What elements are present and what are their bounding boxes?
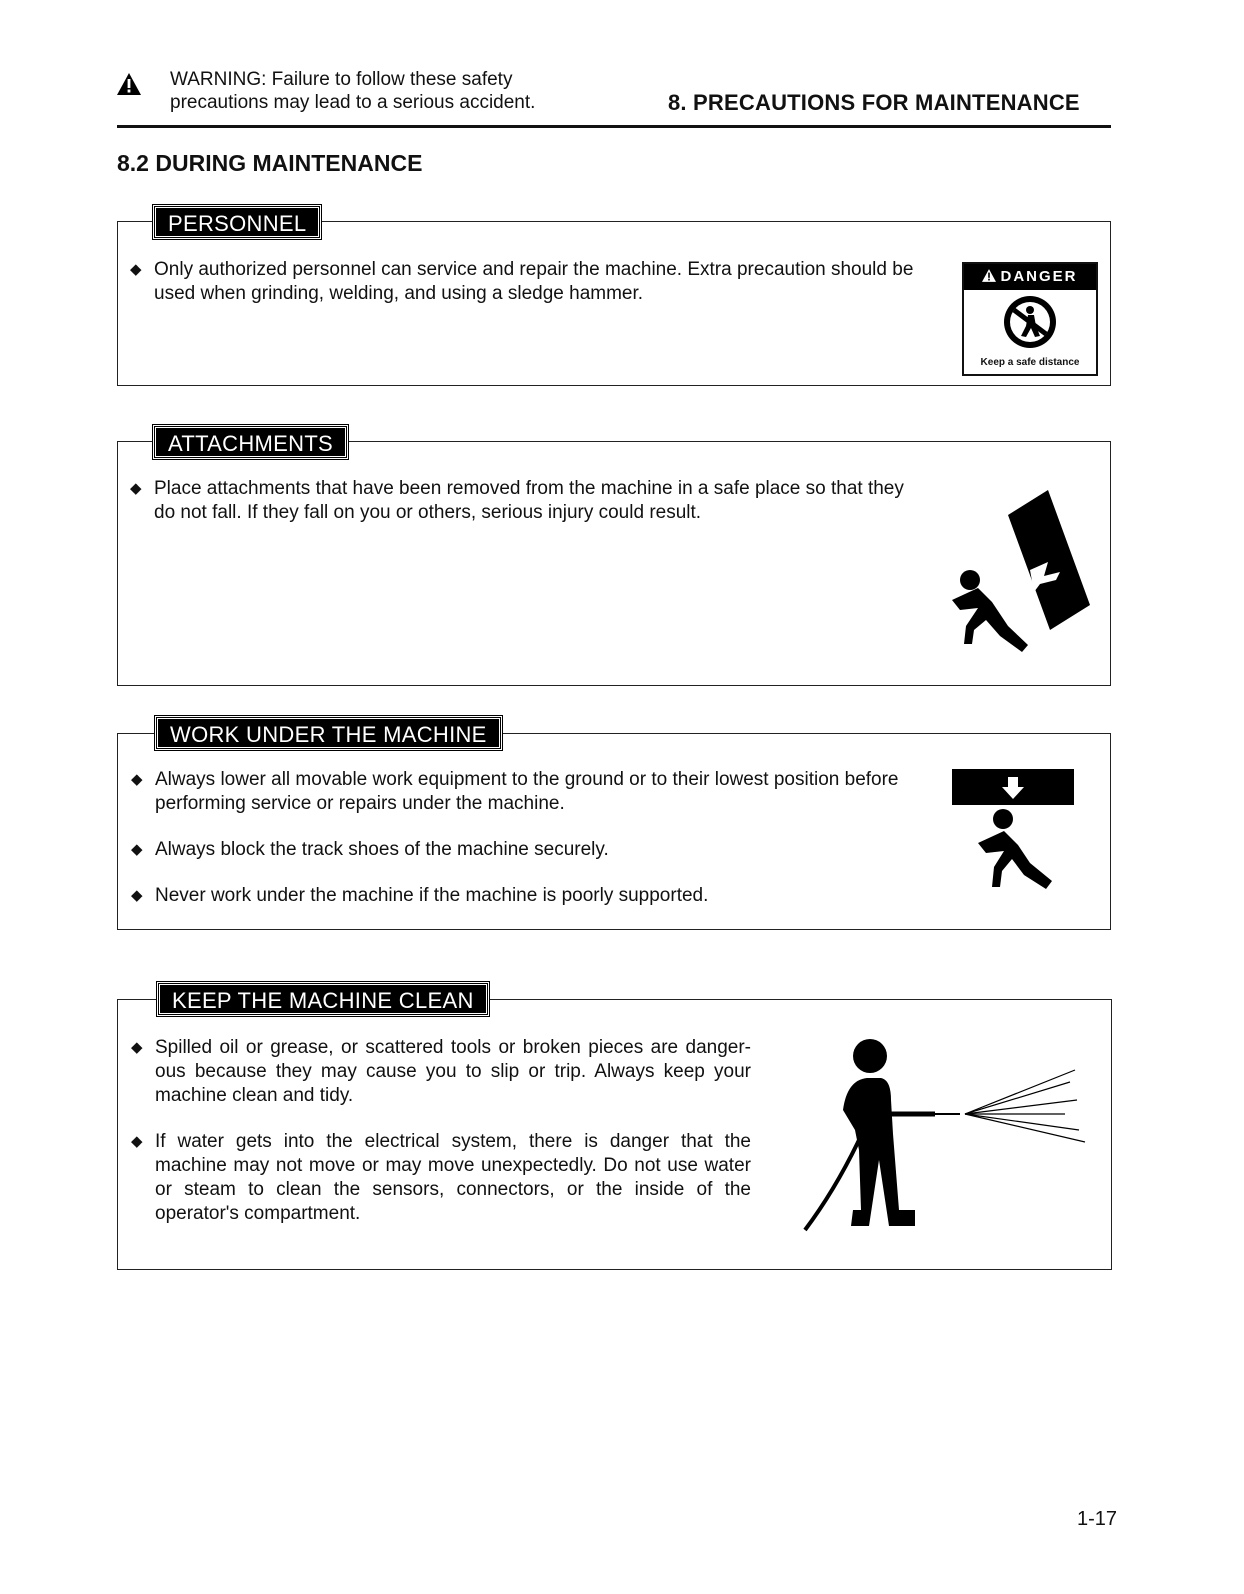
- work-under-label: WORK UNDER THE MACHINE: [155, 716, 502, 750]
- warning-line-2: precautions may lead to a serious accident.: [170, 92, 536, 113]
- no-entry-person-icon: [964, 290, 1100, 354]
- keep-clean-label: KEEP THE MACHINE CLEAN: [157, 982, 489, 1016]
- list-item: ◆ Always lower all movable work equipment to the ground or to their lowest position before performing service or repairs under the machine.: [119, 768, 899, 816]
- list-item: ◆ If water gets into the electrical system, there is danger that the machine may not move or may move unexpectedly. Do not use water or steam to clean the sensors, connectors, or the inside of the operator's compartment.: [119, 1130, 751, 1226]
- danger-warning-icon: [982, 269, 996, 282]
- keep-clean-bullets: [119, 1036, 751, 1248]
- header-divider: [117, 125, 1111, 128]
- list-item: ◆ Always block the track shoes of the machine securely.: [119, 838, 899, 862]
- warning-triangle-icon: [117, 73, 141, 95]
- danger-sign-header: [964, 264, 1096, 290]
- danger-sign: [962, 262, 1098, 376]
- list-item: ◆ Only authorized personnel can service and repair the machine. Extra precaution should be used when grinding, welding, and using a sledge hammer.: [118, 258, 938, 306]
- personnel-bullets: [118, 258, 938, 328]
- pressure-washer-person-icon: [795, 1030, 1095, 1240]
- list-item: ◆ Never work under the machine if the machine is poorly supported.: [119, 884, 899, 908]
- list-item: ◆ Spilled oil or grease, or scattered tools or broken pieces are danger-ous because they may cause you to slip or trip. Always keep your machine clean and tidy.: [119, 1036, 751, 1108]
- attachments-label: ATTACHMENTS: [153, 425, 348, 459]
- page-number: 1-17: [1077, 1508, 1118, 1530]
- attachments-bullets: [118, 477, 918, 547]
- work-under-bullets: [119, 768, 899, 930]
- danger-sign-caption: Keep a safe distance: [980, 357, 1080, 368]
- personnel-label: PERSONNEL: [153, 205, 321, 239]
- warning-text: [170, 68, 535, 114]
- danger-sign-title: DANGER: [1000, 268, 1078, 285]
- chapter-title: 8. PRECAUTIONS FOR MAINTENANCE: [668, 90, 1080, 115]
- falling-attachment-icon: [930, 480, 1100, 660]
- section-title: 8.2 DURING MAINTENANCE: [117, 150, 423, 176]
- warning-line-1: WARNING: Failure to follow these safety: [170, 69, 513, 90]
- crushing-hazard-icon: [948, 763, 1088, 913]
- list-item: ◆ Place attachments that have been removed from the machine in a safe place so that they do not fall. If they fall on you or others, serious injury could result.: [118, 477, 918, 525]
